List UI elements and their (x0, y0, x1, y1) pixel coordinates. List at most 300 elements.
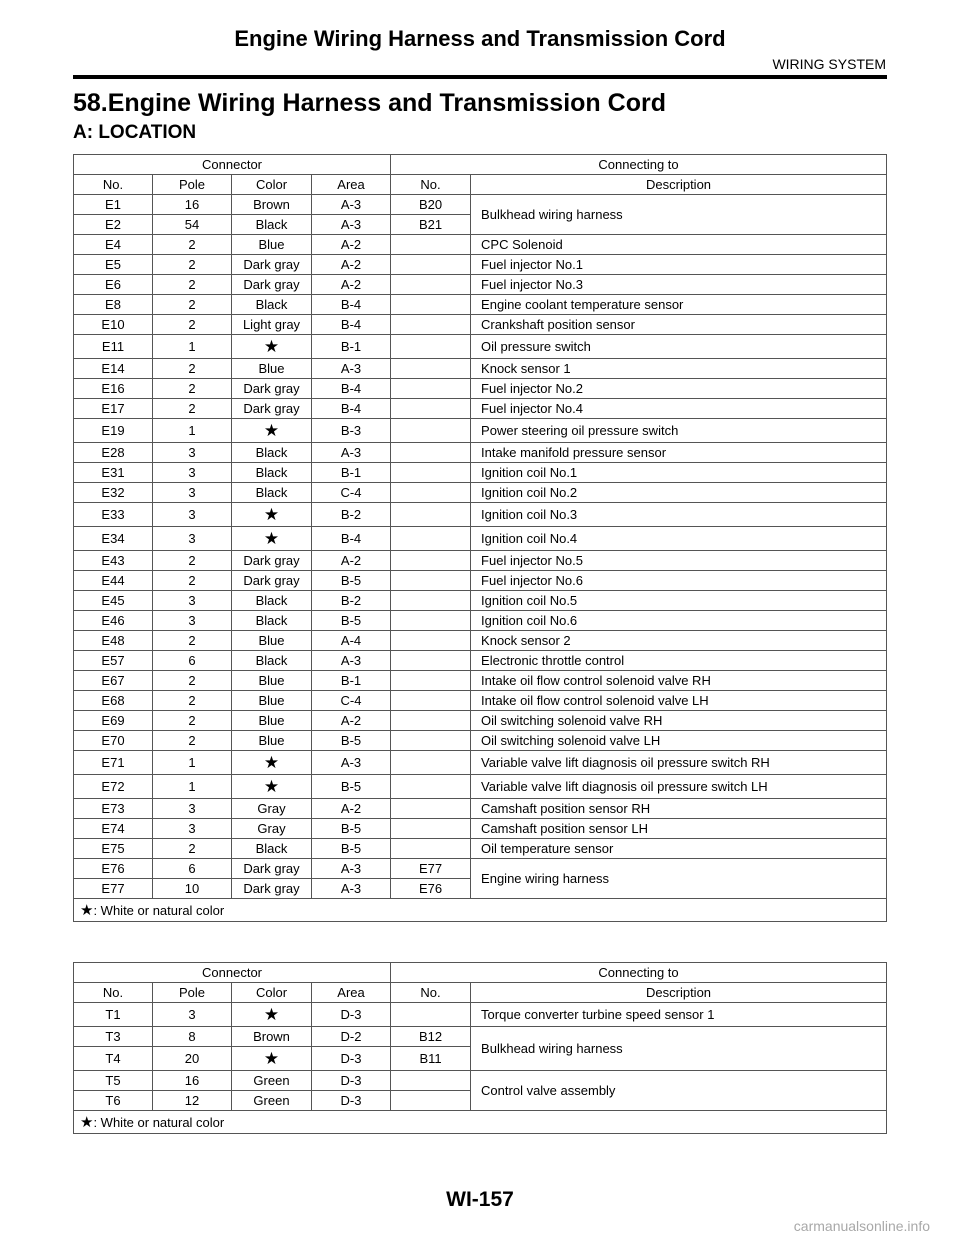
connector-area: A-2 (312, 799, 391, 819)
connector-no: E67 (74, 671, 153, 691)
connecting-to-description: Control valve assembly (471, 1071, 887, 1111)
connecting-to-header: Connecting to (391, 155, 887, 175)
connector-area: B-4 (312, 527, 391, 551)
connector-area: B-2 (312, 591, 391, 611)
table-row (74, 235, 887, 255)
connector-area: B-4 (312, 379, 391, 399)
connecting-to-no (391, 483, 471, 503)
connector-pole: 12 (153, 1091, 232, 1111)
table-row (74, 315, 887, 335)
connector-area: A-2 (312, 551, 391, 571)
table-row (74, 443, 887, 463)
connector-color: Black (232, 611, 312, 631)
connecting-to-no (391, 1091, 471, 1111)
table-row (74, 1027, 887, 1047)
connecting-to-description: Bulkhead wiring harness (471, 1027, 887, 1071)
connector-no: E57 (74, 651, 153, 671)
connector-pole: 3 (153, 483, 232, 503)
connector-no: E33 (74, 503, 153, 527)
connecting-to-no (391, 819, 471, 839)
table-row (74, 571, 887, 591)
connector-no: E11 (74, 335, 153, 359)
table-group-header (74, 963, 887, 983)
connector-color: Black (232, 215, 312, 235)
col-area-header: Area (312, 983, 391, 1003)
connector-color: Green (232, 1091, 312, 1111)
connector-no: E73 (74, 799, 153, 819)
connector-color: Blue (232, 631, 312, 651)
connector-pole: 3 (153, 611, 232, 631)
footnote-row (74, 1111, 887, 1134)
connector-color: Blue (232, 235, 312, 255)
connector-pole: 54 (153, 215, 232, 235)
connecting-to-no (391, 591, 471, 611)
connector-color: Dark gray (232, 551, 312, 571)
connector-no: E48 (74, 631, 153, 651)
connector-pole: 3 (153, 799, 232, 819)
connecting-to-no (391, 295, 471, 315)
connector-color: Dark gray (232, 379, 312, 399)
connecting-to-no (391, 711, 471, 731)
connector-color: ★ (232, 775, 312, 799)
connecting-to-description: Fuel injector No.1 (471, 255, 887, 275)
subsection-title: A: LOCATION (73, 122, 197, 143)
footnote-row (74, 899, 887, 922)
table-row (74, 799, 887, 819)
connector-no: E1 (74, 195, 153, 215)
connecting-to-description: Ignition coil No.5 (471, 591, 887, 611)
connector-pole: 3 (153, 503, 232, 527)
connecting-to-description: Intake oil flow control solenoid valve LH (471, 691, 887, 711)
connector-area: A-3 (312, 359, 391, 379)
connector-area: B-3 (312, 419, 391, 443)
connecting-to-description: Intake oil flow control solenoid valve RH (471, 671, 887, 691)
connector-pole: 10 (153, 879, 232, 899)
connector-no: E44 (74, 571, 153, 591)
connecting-to-no (391, 731, 471, 751)
footnote (74, 899, 887, 922)
connecting-to-no (391, 379, 471, 399)
connecting-to-description: Camshaft position sensor LH (471, 819, 887, 839)
footnote-text: : White or natural color (93, 903, 225, 918)
connector-pole: 2 (153, 255, 232, 275)
table-row (74, 295, 887, 315)
col-pole-header: Pole (153, 175, 232, 195)
connecting-to-no (391, 1003, 471, 1027)
table-row (74, 651, 887, 671)
connector-area: B-4 (312, 295, 391, 315)
connector-area: B-5 (312, 571, 391, 591)
connecting-to-description: Variable valve lift diagnosis oil pressure switch LH (471, 775, 887, 799)
connector-color: ★ (232, 419, 312, 443)
connecting-to-no (391, 651, 471, 671)
header-section: WIRING SYSTEM (772, 56, 886, 72)
connector-pole: 2 (153, 235, 232, 255)
connector-area: A-3 (312, 859, 391, 879)
connecting-to-no (391, 671, 471, 691)
connector-pole: 1 (153, 775, 232, 799)
connector-pole: 2 (153, 275, 232, 295)
connector-color: ★ (232, 751, 312, 775)
table-row (74, 591, 887, 611)
connector-color: Blue (232, 731, 312, 751)
connecting-to-no: E77 (391, 859, 471, 879)
connector-pole: 2 (153, 711, 232, 731)
connecting-to-description: Camshaft position sensor RH (471, 799, 887, 819)
connector-area: A-3 (312, 751, 391, 775)
connector-no: E43 (74, 551, 153, 571)
connector-area: A-3 (312, 651, 391, 671)
connecting-to-description: Power steering oil pressure switch (471, 419, 887, 443)
connector-area: B-1 (312, 463, 391, 483)
connector-color: Black (232, 483, 312, 503)
connector-area: A-2 (312, 275, 391, 295)
connector-pole: 2 (153, 839, 232, 859)
connector-area: C-4 (312, 691, 391, 711)
connecting-to-description: Ignition coil No.3 (471, 503, 887, 527)
connecting-to-description: Bulkhead wiring harness (471, 195, 887, 235)
table-row (74, 631, 887, 651)
connector-area: B-4 (312, 399, 391, 419)
connecting-to-no (391, 463, 471, 483)
table-column-header (74, 983, 887, 1003)
connecting-to-no (391, 751, 471, 775)
table-row (74, 1003, 887, 1027)
connecting-to-description: Fuel injector No.4 (471, 399, 887, 419)
connector-color: Light gray (232, 315, 312, 335)
table-group-header (74, 155, 887, 175)
connector-color: Blue (232, 359, 312, 379)
connector-area: B-4 (312, 315, 391, 335)
connecting-to-no (391, 235, 471, 255)
connector-color: Gray (232, 819, 312, 839)
connecting-to-no: B21 (391, 215, 471, 235)
connecting-to-no (391, 1071, 471, 1091)
connecting-to-no (391, 503, 471, 527)
table-row (74, 775, 887, 799)
connecting-to-no (391, 631, 471, 651)
connecting-to-no (391, 359, 471, 379)
connector-no: E45 (74, 591, 153, 611)
connecting-to-description: Engine wiring harness (471, 859, 887, 899)
connector-area: B-2 (312, 503, 391, 527)
table-row (74, 503, 887, 527)
connector-pole: 3 (153, 591, 232, 611)
connector-area: A-2 (312, 711, 391, 731)
connector-header: Connector (74, 963, 391, 983)
connector-area: D-3 (312, 1047, 391, 1071)
connecting-to-no (391, 399, 471, 419)
table-row (74, 379, 887, 399)
table-row (74, 731, 887, 751)
connector-color: Blue (232, 691, 312, 711)
connecting-to-description: Fuel injector No.2 (471, 379, 887, 399)
connector-no: E2 (74, 215, 153, 235)
connector-color: Dark gray (232, 399, 312, 419)
connector-color: Dark gray (232, 255, 312, 275)
connecting-to-no: B12 (391, 1027, 471, 1047)
connector-no: E69 (74, 711, 153, 731)
connecting-to-no (391, 775, 471, 799)
connector-pole: 1 (153, 751, 232, 775)
connector-color: ★ (232, 335, 312, 359)
table-column-header (74, 175, 887, 195)
connecting-to-no: B20 (391, 195, 471, 215)
col-description-header: Description (471, 175, 887, 195)
connector-area: A-2 (312, 235, 391, 255)
connector-color: Black (232, 651, 312, 671)
connector-pole: 16 (153, 1071, 232, 1091)
header-title: Engine Wiring Harness and Transmission Cord (234, 26, 726, 51)
table-row (74, 399, 887, 419)
connector-area: B-5 (312, 819, 391, 839)
connector-color: Dark gray (232, 859, 312, 879)
connector-pole: 2 (153, 631, 232, 651)
connector-pole: 3 (153, 819, 232, 839)
connecting-to-no (391, 571, 471, 591)
connector-color: Blue (232, 711, 312, 731)
connector-area: A-3 (312, 215, 391, 235)
connector-color: Black (232, 295, 312, 315)
connecting-to-no (391, 419, 471, 443)
connector-no: E4 (74, 235, 153, 255)
connector-no: T6 (74, 1091, 153, 1111)
connector-area: B-1 (312, 671, 391, 691)
table-row (74, 527, 887, 551)
table-row (74, 195, 887, 215)
connecting-to-no (391, 315, 471, 335)
connector-no: E10 (74, 315, 153, 335)
connector-area: A-4 (312, 631, 391, 651)
connecting-to-description: Electronic throttle control (471, 651, 887, 671)
connector-no: E8 (74, 295, 153, 315)
table-row (74, 483, 887, 503)
connector-pole: 2 (153, 379, 232, 399)
table-row (74, 819, 887, 839)
footnote (74, 1111, 887, 1134)
col-to-no-header: No. (391, 983, 471, 1003)
connector-no: T4 (74, 1047, 153, 1071)
connector-pole: 2 (153, 571, 232, 591)
connecting-to-description: Oil temperature sensor (471, 839, 887, 859)
connector-area: B-5 (312, 775, 391, 799)
col-color-header: Color (232, 983, 312, 1003)
table-row (74, 611, 887, 631)
connector-color: Gray (232, 799, 312, 819)
connector-header: Connector (74, 155, 391, 175)
footnote-text: : White or natural color (93, 1115, 225, 1130)
connector-pole: 8 (153, 1027, 232, 1047)
connecting-to-description: Fuel injector No.3 (471, 275, 887, 295)
connecting-to-description: Engine coolant temperature sensor (471, 295, 887, 315)
table-row (74, 1071, 887, 1091)
connector-pole: 1 (153, 419, 232, 443)
connecting-to-description: Oil switching solenoid valve LH (471, 731, 887, 751)
connector-no: E72 (74, 775, 153, 799)
col-pole-header: Pole (153, 983, 232, 1003)
connector-area: D-3 (312, 1071, 391, 1091)
connector-area: D-3 (312, 1091, 391, 1111)
connecting-to-description: Ignition coil No.4 (471, 527, 887, 551)
connector-no: E34 (74, 527, 153, 551)
header-rule (73, 75, 887, 79)
connector-area: D-2 (312, 1027, 391, 1047)
connector-pole: 2 (153, 731, 232, 751)
connector-no: E70 (74, 731, 153, 751)
table-row (74, 711, 887, 731)
connector-no: E6 (74, 275, 153, 295)
connector-no: E46 (74, 611, 153, 631)
connector-color: ★ (232, 1003, 312, 1027)
connector-no: E19 (74, 419, 153, 443)
connector-no: E17 (74, 399, 153, 419)
table-row (74, 463, 887, 483)
connector-color: Dark gray (232, 275, 312, 295)
connector-color: Black (232, 463, 312, 483)
connector-no: E28 (74, 443, 153, 463)
connector-no: E14 (74, 359, 153, 379)
table-row (74, 275, 887, 295)
connector-no: E31 (74, 463, 153, 483)
connecting-to-no: B11 (391, 1047, 471, 1071)
connecting-to-no (391, 527, 471, 551)
connector-color: ★ (232, 1047, 312, 1071)
connector-area: A-3 (312, 195, 391, 215)
connecting-to-description: Crankshaft position sensor (471, 315, 887, 335)
connecting-to-no (391, 691, 471, 711)
connecting-to-no (391, 275, 471, 295)
connector-pole: 20 (153, 1047, 232, 1071)
connector-no: E76 (74, 859, 153, 879)
connector-pole: 3 (153, 527, 232, 551)
connector-area: B-5 (312, 611, 391, 631)
connector-pole: 2 (153, 315, 232, 335)
connector-no: T5 (74, 1071, 153, 1091)
table-row (74, 255, 887, 275)
table-row (74, 335, 887, 359)
connector-no: E68 (74, 691, 153, 711)
connector-color: ★ (232, 503, 312, 527)
connector-pole: 3 (153, 1003, 232, 1027)
col-to-no-header: No. (391, 175, 471, 195)
connecting-to-description: Knock sensor 1 (471, 359, 887, 379)
connecting-to-no (391, 551, 471, 571)
section-title: 58.Engine Wiring Harness and Transmission Cord (73, 89, 666, 117)
star-icon: ★ (80, 1114, 94, 1131)
col-no-header: No. (74, 983, 153, 1003)
connector-area: A-2 (312, 255, 391, 275)
connector-pole: 6 (153, 859, 232, 879)
connecting-to-no (391, 255, 471, 275)
connector-no: T1 (74, 1003, 153, 1027)
connector-no: E32 (74, 483, 153, 503)
table-row (74, 839, 887, 859)
table-row (74, 359, 887, 379)
connecting-to-no (391, 335, 471, 359)
col-no-header: No. (74, 175, 153, 195)
connector-pole: 2 (153, 691, 232, 711)
col-area-header: Area (312, 175, 391, 195)
connecting-to-description: Ignition coil No.6 (471, 611, 887, 631)
connector-pole: 1 (153, 335, 232, 359)
connector-color: Dark gray (232, 879, 312, 899)
connector-color: ★ (232, 527, 312, 551)
col-description-header: Description (471, 983, 887, 1003)
connector-area: B-1 (312, 335, 391, 359)
connecting-to-description: Torque converter turbine speed sensor 1 (471, 1003, 887, 1027)
connector-color: Black (232, 443, 312, 463)
connector-area: D-3 (312, 1003, 391, 1027)
connecting-to-description: Fuel injector No.6 (471, 571, 887, 591)
connecting-to-description: Oil switching solenoid valve RH (471, 711, 887, 731)
table-row (74, 691, 887, 711)
connector-area: C-4 (312, 483, 391, 503)
connector-no: E74 (74, 819, 153, 839)
connecting-to-description: Oil pressure switch (471, 335, 887, 359)
connecting-to-no (391, 799, 471, 819)
connector-pole: 2 (153, 295, 232, 315)
connector-color: Dark gray (232, 571, 312, 591)
connector-color: Black (232, 839, 312, 859)
connector-pole: 2 (153, 671, 232, 691)
connector-pole: 2 (153, 399, 232, 419)
connecting-to-description: Ignition coil No.2 (471, 483, 887, 503)
connector-no: E71 (74, 751, 153, 775)
connector-color: Black (232, 591, 312, 611)
connector-no: E77 (74, 879, 153, 899)
connector-color: Green (232, 1071, 312, 1091)
connecting-to-header: Connecting to (391, 963, 887, 983)
connector-area: B-5 (312, 839, 391, 859)
connector-table-engine (73, 154, 887, 922)
connecting-to-description: Variable valve lift diagnosis oil pressure switch RH (471, 751, 887, 775)
page-number: WI-157 (446, 1188, 514, 1211)
connector-no: E16 (74, 379, 153, 399)
col-color-header: Color (232, 175, 312, 195)
connecting-to-no (391, 611, 471, 631)
connecting-to-description: CPC Solenoid (471, 235, 887, 255)
connector-pole: 16 (153, 195, 232, 215)
connector-no: E5 (74, 255, 153, 275)
connector-area: A-3 (312, 443, 391, 463)
connector-color: Blue (232, 671, 312, 691)
connector-pole: 2 (153, 551, 232, 571)
connecting-to-no: E76 (391, 879, 471, 899)
connector-pole: 3 (153, 443, 232, 463)
table-row (74, 671, 887, 691)
connecting-to-description: Intake manifold pressure sensor (471, 443, 887, 463)
connector-area: B-5 (312, 731, 391, 751)
table-row (74, 419, 887, 443)
connector-color: Brown (232, 195, 312, 215)
connector-table-transmission (73, 962, 887, 1134)
connecting-to-description: Fuel injector No.5 (471, 551, 887, 571)
connector-no: E75 (74, 839, 153, 859)
table-row (74, 859, 887, 879)
connecting-to-description: Knock sensor 2 (471, 631, 887, 651)
connector-pole: 2 (153, 359, 232, 379)
connector-color: Brown (232, 1027, 312, 1047)
connecting-to-no (391, 839, 471, 859)
connector-pole: 6 (153, 651, 232, 671)
star-icon: ★ (80, 902, 94, 919)
connector-area: A-3 (312, 879, 391, 899)
connector-pole: 3 (153, 463, 232, 483)
table-row (74, 751, 887, 775)
connecting-to-no (391, 443, 471, 463)
connector-no: T3 (74, 1027, 153, 1047)
watermark: carmanualsonline.info (793, 1218, 930, 1234)
